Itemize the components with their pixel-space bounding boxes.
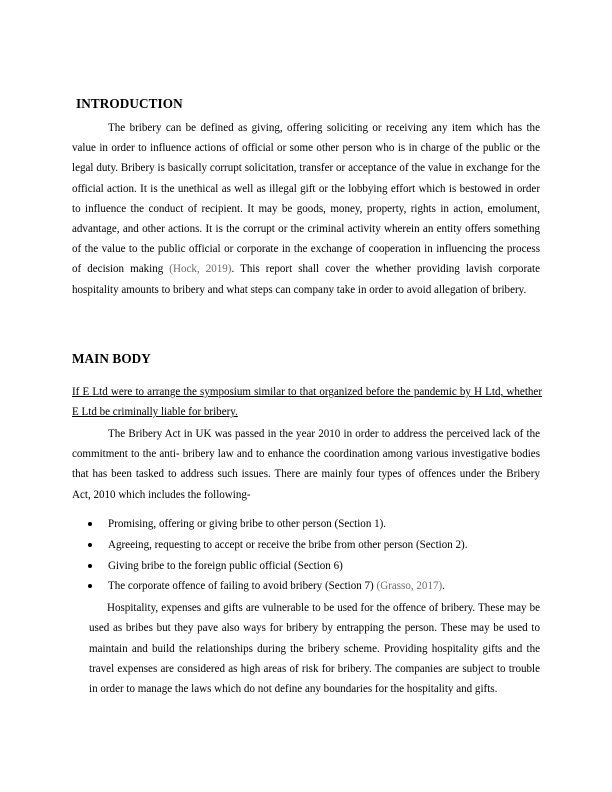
- introduction-heading: INTRODUCTION: [76, 96, 183, 111]
- main-body-heading: MAIN BODY: [72, 351, 151, 366]
- citation-hock: (Hock, 2019): [169, 263, 232, 276]
- bullet-icon: [88, 543, 92, 547]
- offence-text-tail: .: [442, 580, 445, 593]
- offence-text: Giving bribe to the foreign public official (Section 6): [108, 559, 343, 572]
- question-subheading: If E Ltd were to arrange the symposium similar to that organized before the pandemic by H Ltd, whether E Ltd be criminally liable for bribery.: [72, 386, 542, 419]
- introduction-text-end: . This report shall cover the whether providing lavish corporate hospitality amounts to bribery and what steps can company take in order to avoid allegation of bribery.: [72, 263, 540, 296]
- list-item: [88, 514, 540, 535]
- bullet-icon: [88, 564, 92, 568]
- offence-text: The corporate offence of failing to avoid bribery (Section 7): [108, 580, 377, 593]
- bribery-act-paragraph: The Bribery Act in UK was passed in the year 2010 in order to address the perceived lack of the commitment to the anti- bribery law and to enhance the coordination among various investigative bodies that has been tasked to address such issues. There are mainly four types of offences under the Bribery Act, 2010 which includes the following-: [72, 428, 540, 501]
- offence-text: Promising, offering or giving bribe to other person (Section 1).: [108, 518, 387, 530]
- offence-text: Agreeing, requesting to accept or receive the bribe from other person (Section 2).: [108, 538, 468, 551]
- introduction-text: The bribery can be defined as giving, offering soliciting or receiving any item which has the value in order to influence actions of official or some other person who is in charge of the public or the legal duty. Bribery is basically corrupt solicitation, transfer or acceptance of the value in exchange for the official action. It is the unethical as well as illegal gift or the lobbying effort which is bestowed in order to influence the conduct of recipient. It may be goods, money, property, rights in action, emolument, advantage, and other actions. It is the corrupt or the criminal activity wherein an entity offers something of the value to the public official or corporate in the exchange of cooperation in influencing the process of decision making: [72, 122, 540, 276]
- list-item: [88, 576, 540, 597]
- hospitality-paragraph: Hospitality, expenses and gifts are vulnerable to be used for the offence of bribery. These may be used as bribes but they pave also ways for bribery by entrapping the person. These may be used to maintain and build the relationships during the bribery scheme. Providing hospitality gifts and the travel expenses are considered as high areas of risk for bribery. The companies are subject to trouble in order to manage the laws which do not define any boundaries for the hospitality and gifts.: [89, 602, 540, 696]
- bullet-icon: [88, 522, 92, 526]
- offences-list: [88, 514, 540, 597]
- citation-grasso: (Grasso, 2017): [376, 580, 443, 593]
- bullet-icon: [88, 584, 92, 588]
- list-item: [88, 556, 540, 577]
- list-item: [88, 535, 540, 556]
- introduction-paragraph: [72, 118, 540, 300]
